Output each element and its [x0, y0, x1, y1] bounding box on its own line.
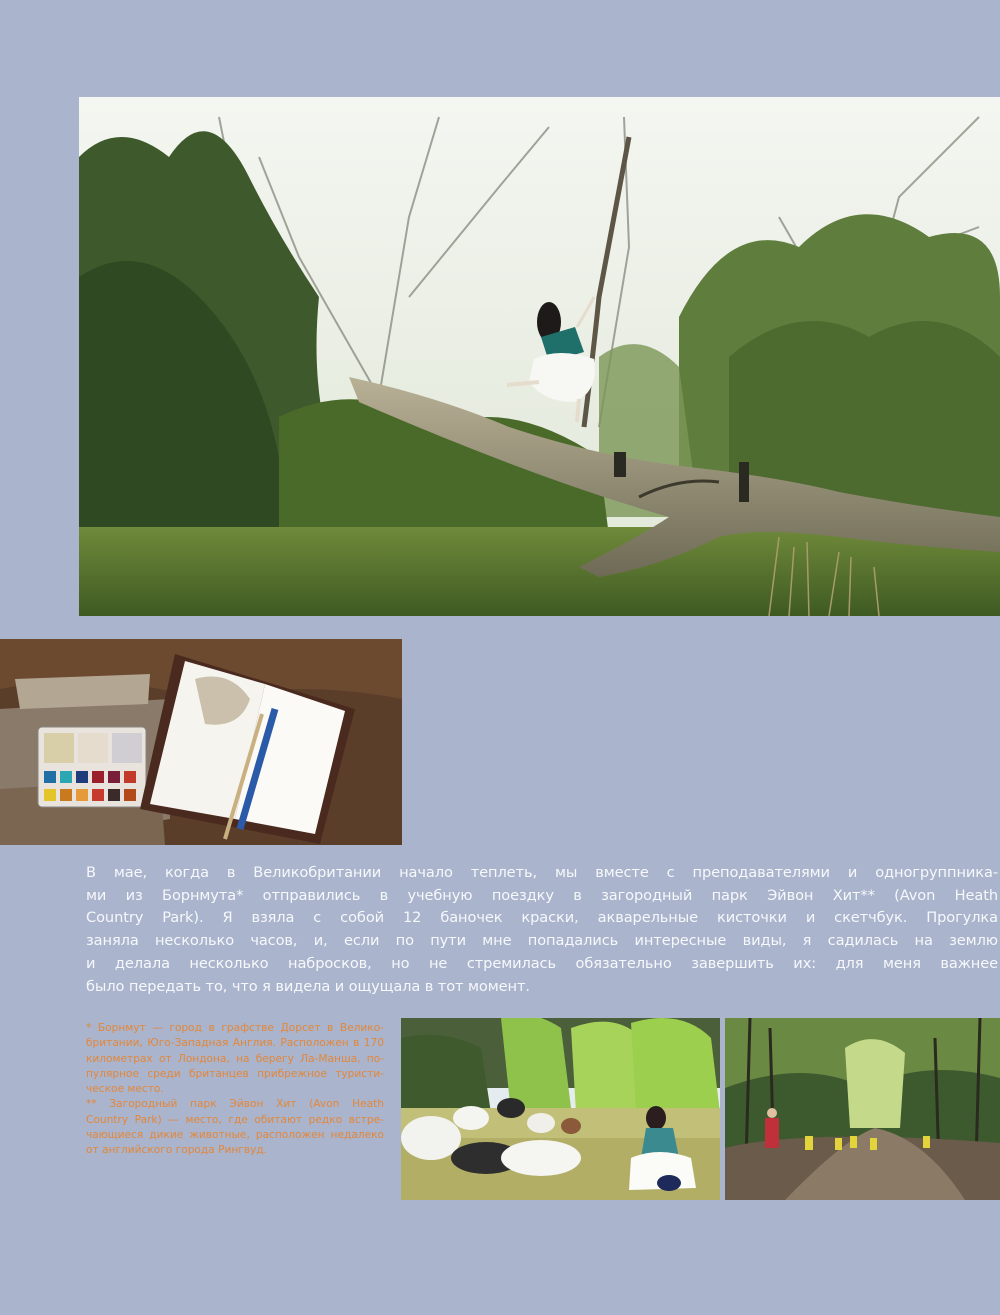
sketch-photo [0, 639, 402, 845]
article-line: заняла несколько часов, и, если по пути мне попадались интересные виды, я садилась на землю [86, 932, 998, 950]
article-line: В мае, когда в Великобритании начало теплеть, мы вместе с преподавателями и одногруппника- [86, 864, 998, 881]
cows-photo [401, 1018, 720, 1200]
footnote-line: чающиеся дикие животные, расположен недалеко [86, 1129, 384, 1142]
footnote-line: от английского города Рингвуд. [86, 1144, 268, 1157]
photo-watercolor-sketchbook-icon [0, 639, 402, 845]
footnote-line: ** Загородный парк Эйвон Хит (Avon Heath [86, 1098, 384, 1111]
footnote-line: британии, Юго-Западная Англия. Расположен в 170 [86, 1037, 384, 1050]
article-body [86, 862, 998, 998]
footnote-line: ческое место. [86, 1083, 164, 1096]
article-line: было передать то, что я видела и ощущала в тот момент. [86, 977, 530, 995]
article-line: и делала несколько набросков, но не стремилась обязательно завершить их: для меня важнее [86, 954, 998, 972]
footnote-line: километрах от Лондона, на берегу Ла-Манша, по- [86, 1052, 384, 1065]
article-line: Country Park). Я взяла с собой 12 баночек краски, акварельные кисточки и скетчбук. Прогулка [86, 909, 998, 927]
photo-girl-on-fallen-tree-icon [79, 97, 1000, 616]
footnotes [86, 1021, 384, 1159]
hero-photo [79, 97, 1000, 616]
footnote-line: Country Park) — место, где обитают редко встре- [86, 1113, 384, 1126]
footnote-line: * Борнмут — город в графстве Дорсет в Велико- [86, 1022, 384, 1034]
photo-cows-and-painter-icon [401, 1018, 720, 1200]
footnote-line: пулярное среди британцев прибрежное туристи- [86, 1067, 384, 1080]
article-line: ми из Борнмута* отправились в учебную поездку в загородный парк Эйвон Хит** (Avon Heath [86, 886, 998, 904]
photo-forest-path-walkers-icon [725, 1018, 1000, 1200]
path-photo [725, 1018, 1000, 1200]
